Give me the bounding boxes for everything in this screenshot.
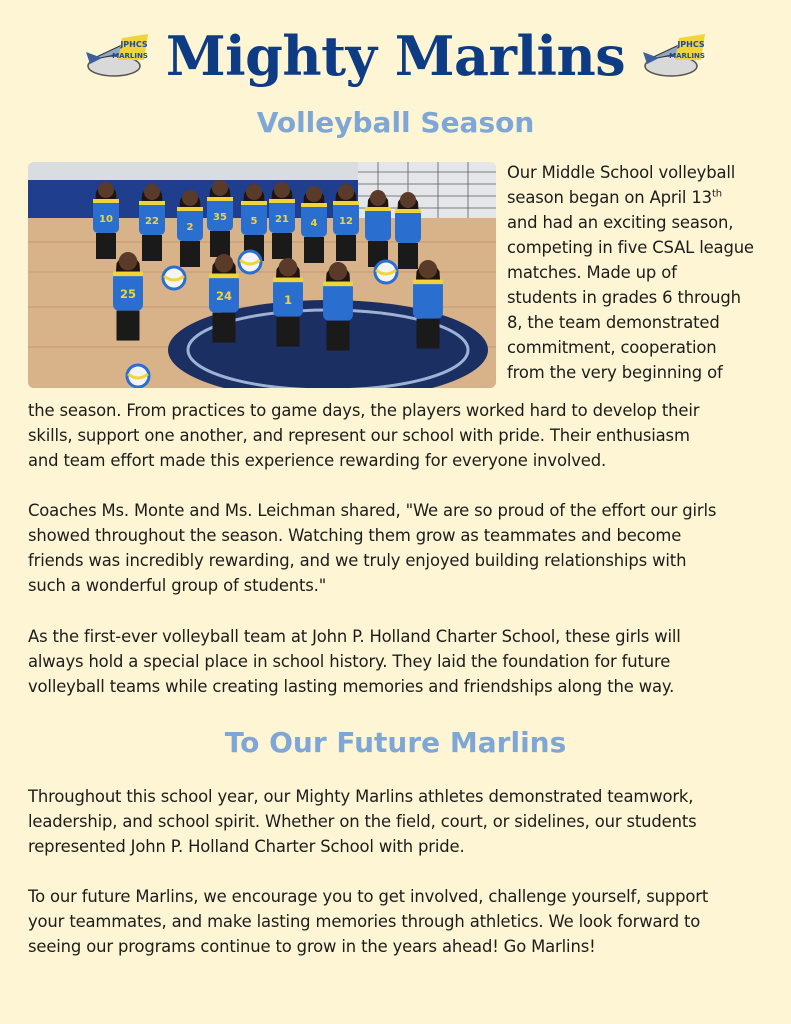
player-figure bbox=[333, 184, 359, 261]
jersey-number: 35 bbox=[213, 212, 227, 223]
coaches-quote-paragraph bbox=[28, 498, 716, 598]
player-figure bbox=[323, 262, 353, 351]
volleyball-intro-continued bbox=[28, 398, 699, 473]
text-line: students in grades 6 through bbox=[507, 288, 741, 307]
text-line: friends was incredibly rewarding, and we truly enjoyed building relationships with bbox=[28, 551, 687, 570]
text-line bbox=[507, 185, 754, 210]
text-line: and team effort made this experience rewarding for everyone involved. bbox=[28, 451, 607, 470]
player-figure bbox=[269, 182, 295, 259]
text-line: always hold a special place in school history. They laid the foundation for future bbox=[28, 652, 671, 671]
text-line: competing in five CSAL league bbox=[507, 238, 754, 257]
jersey-number: 4 bbox=[310, 218, 318, 229]
text-line: commitment, cooperation bbox=[507, 338, 717, 357]
text-line: volleyball teams while creating lasting memories and friendships along the way. bbox=[28, 677, 675, 696]
future-marlins-heading: To Our Future Marlins bbox=[224, 726, 567, 759]
text-line: from the very beginning of bbox=[507, 363, 723, 382]
text-line: Coaches Ms. Monte and Ms. Leichman shared, "We are so proud of the effort our girls bbox=[28, 501, 717, 520]
text-line: your teammates, and make lasting memories through athletics. We look forward to bbox=[28, 912, 701, 931]
jersey-number: 21 bbox=[275, 214, 289, 225]
player-figure bbox=[139, 184, 165, 261]
date-suffix: th bbox=[711, 188, 722, 200]
text-line: As the first-ever volleyball team at John P. Holland Charter School, these girls will bbox=[28, 627, 681, 646]
future-paragraph-2 bbox=[28, 884, 708, 959]
page-title: Mighty Marlins bbox=[165, 24, 626, 88]
jersey-number: 25 bbox=[119, 287, 137, 301]
text-line: such a wonderful group of students." bbox=[28, 576, 327, 595]
svg-text:MARLINS: MARLINS bbox=[111, 52, 148, 60]
jersey-number: 2 bbox=[186, 222, 194, 233]
text-line: seeing our programs continue to grow in the years ahead! Go Marlins! bbox=[28, 937, 596, 956]
text-line: skills, support one another, and represent our school with pride. Their enthusiasm bbox=[28, 426, 690, 445]
player-figure bbox=[413, 260, 443, 349]
text-line: represented John P. Holland Charter School with pride. bbox=[28, 837, 465, 856]
jersey-number: 22 bbox=[145, 216, 159, 227]
svg-text:JPHCS: JPHCS bbox=[677, 40, 705, 49]
text-line: Our Middle School volleyball bbox=[507, 163, 736, 182]
team-photo bbox=[28, 162, 496, 388]
marlin-logo-right bbox=[641, 30, 707, 82]
player-figure bbox=[301, 186, 327, 263]
text-line: Throughout this school year, our Mighty Marlins athletes demonstrated teamwork, bbox=[28, 787, 694, 806]
text-line: To our future Marlins, we encourage you to get involved, challenge yourself, support bbox=[28, 887, 709, 906]
player-figure bbox=[207, 180, 233, 257]
player-figure bbox=[93, 182, 119, 259]
history-paragraph bbox=[28, 624, 681, 699]
jersey-number: 1 bbox=[283, 293, 293, 307]
marlin-logo-left bbox=[84, 30, 150, 82]
text-line: the season. From practices to game days, the players worked hard to develop their bbox=[28, 401, 700, 420]
jersey-number: 10 bbox=[99, 214, 113, 225]
svg-text:MARLINS: MARLINS bbox=[669, 52, 706, 60]
text-line: showed throughout the season. Watching them grow as teammates and become bbox=[28, 526, 682, 545]
player-figure bbox=[395, 192, 421, 269]
svg-text:JPHCS: JPHCS bbox=[120, 40, 148, 49]
player-figure bbox=[273, 258, 303, 347]
text-line: leadership, and school spirit. Whether on the field, court, or sidelines, our students bbox=[28, 812, 697, 831]
volleyball-heading: Volleyball Season bbox=[256, 106, 535, 139]
jersey-number: 24 bbox=[215, 289, 233, 303]
header bbox=[0, 18, 791, 94]
text-line-body: season began on April 13 bbox=[507, 188, 712, 207]
text-line: matches. Made up of bbox=[507, 263, 677, 282]
text-line: 8, the team demonstrated bbox=[507, 313, 720, 332]
future-paragraph-1 bbox=[28, 784, 696, 859]
jersey-number: 5 bbox=[250, 216, 258, 227]
volleyball-intro-wrap bbox=[507, 160, 754, 385]
player-figure bbox=[209, 254, 239, 343]
text-line: and had an exciting season, bbox=[507, 213, 734, 232]
player-figure bbox=[241, 184, 267, 261]
player-figure bbox=[365, 190, 391, 267]
player-figure bbox=[113, 252, 143, 341]
player-figure bbox=[177, 190, 203, 267]
jersey-number: 12 bbox=[339, 216, 353, 227]
